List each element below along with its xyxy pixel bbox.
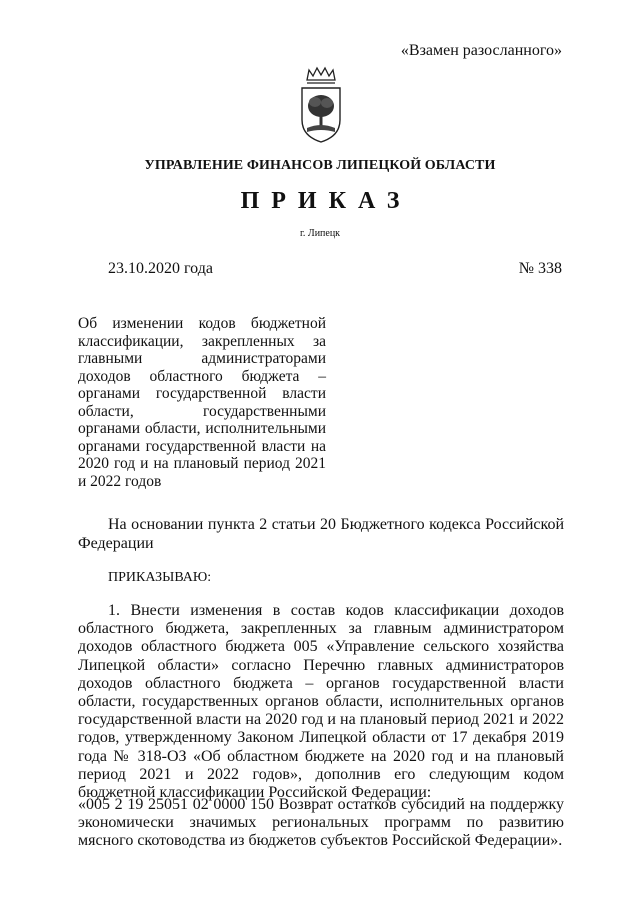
basis-paragraph: На основании пункта 2 статьи 20 Бюджетного кодекса Российской Федерации bbox=[78, 516, 564, 552]
document-number: № 338 bbox=[518, 260, 562, 277]
point-1-paragraph: 1. Внести изменения в состав кодов классификации доходов областного бюджета, закрепленных за главным администратором доходов областного бюджета 005 «Управление сельского хозяйства Липецкой области» согласно Перечню главных администраторов доходов областного бюджета – органов государственной власти области, государственных органов области, исполнительных органов государственной власти на 2020 год и на плановый период 2021 и 2022 годов, утвержденному Законом Липецкой области от 17 декабря 2019 года № 318-ОЗ «Об областном бюджете на 2020 год и на плановый период 2021 и 2022 годов», дополнив его следующим кодом бюджетной классификации Российской Федерации: bbox=[78, 602, 564, 802]
order-word: ПРИКАЗЫВАЮ: bbox=[108, 570, 212, 585]
document-type-title: ПРИКАЗ bbox=[240, 188, 412, 214]
city-label: г. Липецк bbox=[299, 228, 341, 239]
document-subject: Об изменении кодов бюджетной классификации, закрепленных за главными администраторами доходов областного бюджета – органами государственной власти области, государственными органами области, исполнительными органами государственной власти на 2020 год и на плановый период 2021 и 2022 годов bbox=[78, 315, 326, 490]
budget-code-paragraph: «005 2 19 25051 02 0000 150 Возврат остатков субсидий на поддержку экономически значимых региональных программ по развитию мясного скотоводства из бюджетов субъектов Российской Федерации». bbox=[78, 796, 564, 850]
document-date: 23.10.2020 года bbox=[108, 260, 213, 277]
replacement-note: «Взамен разосланного» bbox=[400, 42, 562, 59]
organization-title: УПРАВЛЕНИЕ ФИНАНСОВ ЛИПЕЦКОЙ ОБЛАСТИ bbox=[144, 158, 496, 173]
coat-of-arms-icon bbox=[299, 66, 343, 144]
